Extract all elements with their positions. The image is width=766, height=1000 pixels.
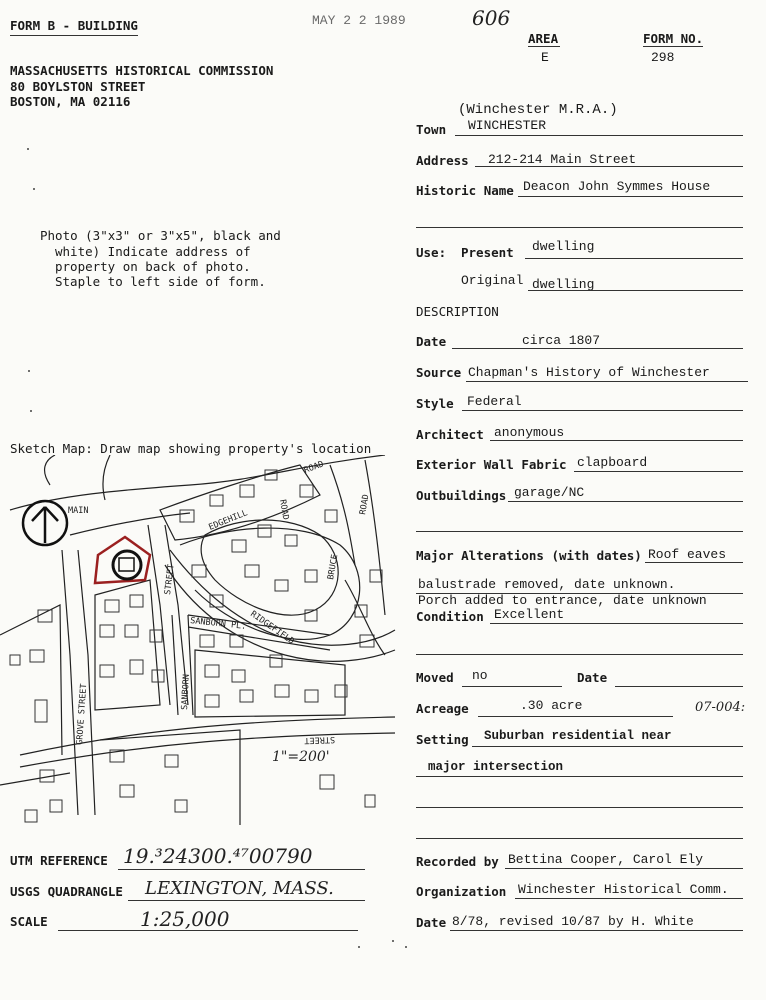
acreage-value: .30 acre (520, 698, 583, 713)
speck (405, 946, 407, 948)
map-scale-note: 1"=200' (272, 749, 330, 765)
utm-reference-line (118, 869, 365, 870)
historic-name-value: Deacon John Symmes House (523, 179, 711, 194)
usgs-quadrangle-line (128, 900, 365, 901)
date-line (452, 348, 743, 349)
blank-line (416, 227, 743, 228)
form-no-value: 298 (651, 50, 675, 65)
description-label: DESCRIPTION (416, 304, 499, 319)
present-label: Present (461, 245, 514, 260)
condition-label: Condition (416, 609, 484, 624)
received-date-stamp: MAY 2 2 1989 (312, 13, 406, 28)
sketch-map (0, 455, 400, 835)
original-value: dwelling (532, 277, 595, 292)
commission-street: 80 BOYLSTON STREET (10, 79, 146, 94)
alterations-line3: Porch added to entrance, date unknown (418, 593, 707, 608)
photo-instructions-line1: Photo (3"x3" or 3"x5", black and (40, 228, 281, 243)
town-line (455, 135, 743, 136)
street-label-road-mid: ROAD (277, 498, 291, 521)
commission-city: BOSTON, MA 02116 (10, 94, 131, 109)
setting-line-2 (416, 776, 743, 777)
utm-reference-label: UTM REFERENCE (10, 853, 108, 868)
alterations-line1: Roof eaves (648, 547, 727, 562)
street-label-road-top: ROAD (302, 459, 326, 476)
street-label-sanborn: SANBORN (180, 673, 192, 711)
organization-label: Organization (416, 884, 507, 899)
utm-reference-value: 19.³24300.⁴⁷00790 (123, 844, 313, 868)
speck (30, 410, 32, 412)
architect-line (490, 440, 743, 441)
architect-value: anonymous (494, 425, 565, 440)
alterations-label: Major Alterations (with dates) (416, 548, 642, 563)
commission-name: MASSACHUSETTS HISTORICAL COMMISSION (10, 63, 274, 78)
moved-value: no (472, 668, 488, 683)
street-label-road-right: ROAD (358, 493, 372, 516)
town-value: WINCHESTER (468, 118, 547, 133)
speck (28, 370, 30, 372)
area-value: E (541, 50, 549, 65)
area-label: AREA (528, 31, 559, 46)
present-line (525, 258, 743, 259)
recorded-by-label: Recorded by (416, 854, 499, 869)
historic-name-label: Historic Name (416, 183, 514, 198)
moved-date-label: Date (577, 670, 608, 685)
source-value: Chapman's History of Winchester (468, 365, 710, 380)
usgs-quadrangle-value: LEXINGTON, MASS. (145, 878, 334, 899)
recorded-by-line (505, 868, 743, 869)
architect-label: Architect (416, 427, 484, 442)
use-label: Use: (416, 245, 447, 260)
speck (33, 188, 35, 190)
street-label-main: MAIN (68, 506, 89, 516)
form-title-underline (10, 35, 138, 36)
main-street-north-edge (10, 455, 385, 510)
town-label: Town (416, 122, 447, 137)
street-label-bruce: BRUCE (326, 553, 341, 581)
setting-line2: major intersection (428, 760, 564, 774)
photo-instructions-line4: Staple to left side of form. (55, 274, 266, 289)
acreage-note: 07-004: (695, 700, 746, 715)
blank-line (416, 531, 743, 532)
organization-value: Winchester Historical Comm. (518, 882, 729, 897)
condition-value: Excellent (494, 607, 565, 622)
date2-label: Date (416, 915, 447, 930)
style-line (462, 410, 743, 411)
speck (358, 946, 360, 948)
scale-value: 1:25,000 (140, 907, 230, 931)
blank-line (416, 654, 743, 655)
moved-label: Moved (416, 670, 454, 685)
original-label: Original (461, 273, 524, 288)
street-label-street-vertical: STREET (163, 563, 177, 596)
alterations-line2: balustrade removed, date unknown. (418, 577, 676, 592)
street-label-street-bottom: STREET (304, 734, 336, 746)
street-label-ridgefield: RIDGEFIELD (248, 609, 296, 647)
date-value: circa 1807 (522, 333, 601, 348)
outbuildings-label: Outbuildings (416, 488, 507, 503)
moved-date-line (615, 686, 743, 687)
historic-name-line (518, 196, 743, 197)
acreage-line (478, 716, 673, 717)
street-label-grove-street: GROVE STREET (75, 683, 90, 746)
photo-instructions-line3: property on back of photo. (55, 259, 251, 274)
recorded-by-value: Bettina Cooper, Carol Ely (508, 852, 704, 867)
address-line (475, 166, 743, 167)
blank-line (416, 807, 743, 808)
present-value: dwelling (532, 239, 595, 254)
alterations-line-1 (645, 562, 743, 563)
subject-property-marker (95, 537, 150, 583)
outbuildings-value: garage/NC (514, 485, 585, 500)
address-value: 212-214 Main Street (488, 152, 637, 167)
photo-instructions-line2: white) Indicate address of (55, 244, 251, 259)
street-label-sanborn-pl: SANBORN PL. (189, 616, 247, 632)
usgs-quadrangle-label: USGS QUADRANGLE (10, 884, 123, 899)
source-label: Source (416, 365, 462, 380)
moved-line (462, 686, 562, 687)
north-arrow-icon (23, 501, 67, 545)
scale-label: SCALE (10, 914, 48, 929)
setting-label: Setting (416, 732, 469, 747)
date2-value: 8/78, revised 10/87 by H. White (452, 914, 694, 929)
form-no-label: FORM NO. (643, 31, 704, 46)
wall-fabric-value: clapboard (577, 455, 648, 470)
area-underline (528, 46, 560, 47)
wall-fabric-line (574, 471, 743, 472)
blank-line (416, 838, 743, 839)
sketch-map-label: Sketch Map: Draw map showing property's location (10, 441, 372, 456)
town-note: (Winchester M.R.A.) (458, 102, 618, 118)
main-street-south-edge (70, 513, 190, 535)
original-line (528, 290, 743, 291)
form-title: FORM B - BUILDING (10, 18, 138, 33)
condition-line (490, 623, 743, 624)
speck (27, 148, 29, 150)
organization-line (515, 898, 743, 899)
acreage-label: Acreage (416, 701, 469, 716)
style-label: Style (416, 396, 454, 411)
handwritten-number: 606 (472, 6, 511, 30)
style-value: Federal (467, 394, 522, 409)
address-label: Address (416, 153, 469, 168)
street-label-edgehill: EDGEHILL (207, 508, 250, 533)
source-line (466, 381, 748, 382)
date2-line (450, 930, 743, 931)
date-label: Date (416, 334, 447, 349)
wall-fabric-label: Exterior Wall Fabric (416, 457, 567, 472)
setting-line-1 (472, 746, 743, 747)
speck (392, 940, 394, 942)
form-no-underline (643, 46, 703, 47)
outbuildings-line (508, 501, 743, 502)
setting-line1: Suburban residential near (484, 729, 672, 743)
